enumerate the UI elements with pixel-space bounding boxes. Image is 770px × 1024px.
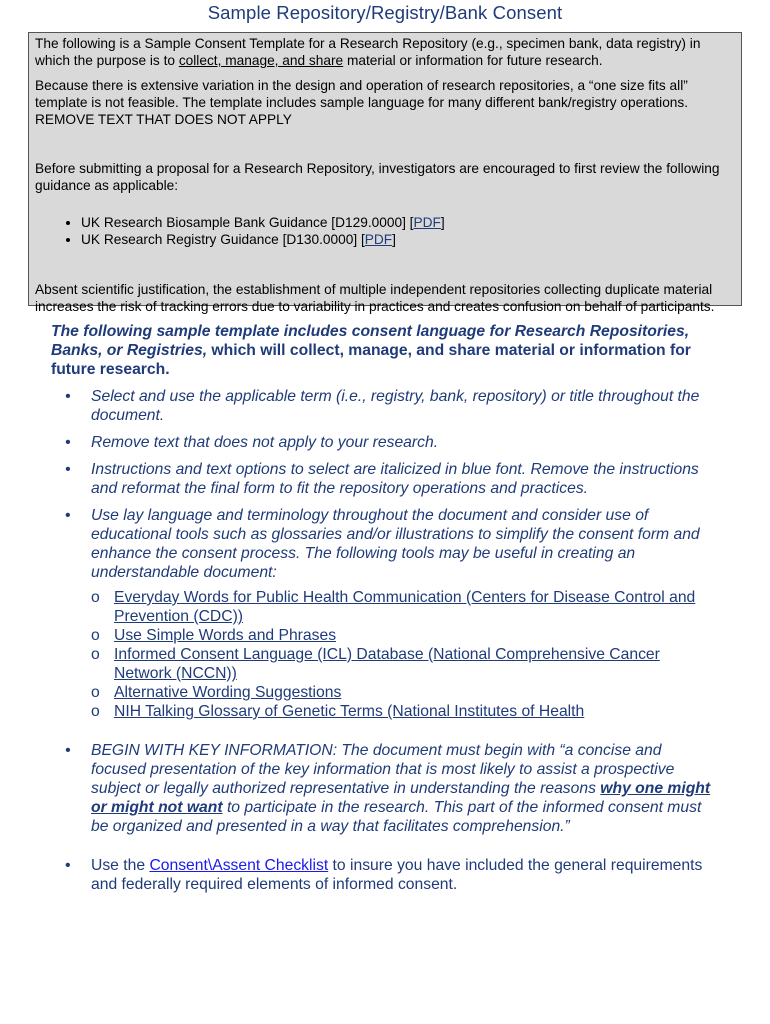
tool-item: [91, 626, 711, 645]
box-paragraph-3: Before submitting a proposal for a Research Repository, investigators are encouraged to first review the following guidance as applicable:: [35, 161, 720, 193]
bullet-icon: •: [65, 388, 71, 405]
bullet-icon: •: [65, 434, 71, 451]
bullet-icon: •: [65, 742, 71, 759]
tool-link-nccn[interactable]: Informed Consent Language (ICL) Database (National Comprehensive Cancer Network (NCCN)): [114, 646, 660, 682]
bullet-icon: •: [65, 461, 71, 478]
instruction-item: • Use lay language and terminology throughout the document and consider use of educational tools such as glossaries and/or illustrations to simplify the consent form and enhance the consent process. The following tools may be useful in creating an understandable document: o Everyday Words for Public Health Communication (Centers for Disease Control and Prevention (CDC)) o Use Simple Words and Phrases o Informed Consent Language (ICL) Database (National Comprehensive Cancer Network (NCCN)) o Alternative Wording Suggestions o NIH Talking Glossary of Genetic Terms (National Institutes of Health: [51, 506, 711, 721]
tool-item: [91, 702, 711, 721]
tool-item: [91, 645, 711, 683]
instruction-item-key-info: • BEGIN WITH KEY INFORMATION: The document must begin with “a concise and focused presentation of the key information that is most likely to assist a prospective subject or legally authorized representative in understanding the reasons why one might or might not want to participate in the research. This part of the informed consent must be organized and presented in a way that facilitates comprehension.”: [65, 742, 711, 835]
tools-list: [91, 588, 711, 721]
instruction-item: • Instructions and text options to select are italicized in blue font. Remove the instructions and reformat the final form to fit the repository operations and practices.: [65, 461, 699, 497]
tool-item: [91, 588, 711, 626]
tool-link-alternative-wording[interactable]: Alternative Wording Suggestions: [114, 684, 342, 701]
collect-manage-share-text: collect, manage, and share: [178, 53, 344, 68]
bullet-icon: •: [65, 857, 71, 874]
tool-item: [91, 683, 711, 702]
intro-heading: The following sample template includes consent language for Research Repositories, Banks, or Registries, which will collect, manage, and share material or information for future research.: [51, 323, 691, 378]
circle-bullet-icon: o: [91, 646, 100, 663]
guidance-list: [35, 214, 735, 248]
box-paragraph-1: The following is a Sample Consent Template for a Research Repository (e.g., specimen bank, data registry) in which the purpose is to collect, manage, and share material or information for future research.: [35, 36, 701, 68]
instruction-item: • Select and use the applicable term (i.e., registry, bank, repository) or title throughout the document.: [65, 388, 700, 424]
pdf-link[interactable]: PDF: [413, 215, 441, 230]
circle-bullet-icon: o: [91, 589, 100, 606]
consent-assent-checklist-link[interactable]: Consent\Assent Checklist: [149, 857, 329, 874]
circle-bullet-icon: o: [91, 627, 100, 644]
circle-bullet-icon: o: [91, 684, 100, 701]
pdf-link[interactable]: PDF: [364, 232, 393, 247]
guidance-item: • UK Research Biosample Bank Guidance [D129.0000] [PDF]: [81, 214, 735, 231]
box-paragraph-4: Absent scientific justification, the establishment of multiple independent repositories collecting duplicate material increases the risk of tracking errors due to variability in practices and creates confusion on behalf of participants.: [35, 282, 715, 314]
why-one-might-text: why one might or might not want: [91, 780, 711, 816]
instruction-list: [51, 387, 711, 894]
tool-link-simple-words[interactable]: Use Simple Words and Phrases: [114, 627, 337, 644]
template-instructions: [51, 322, 711, 894]
remove-text-notice: REMOVE TEXT THAT DOES NOT APPLY: [35, 112, 292, 127]
bullet-icon: •: [65, 507, 71, 524]
instruction-item-checklist: • Use the Consent\Assent Checklist to insure you have included the general requirements and federally required elements of informed consent.: [65, 857, 703, 893]
instructions-box: [28, 32, 742, 314]
instruction-item: • Remove text that does not apply to your research.: [65, 434, 439, 451]
box-paragraph-2: Because there is extensive variation in the design and operation of research repositories, a “one size fits all” template is not feasible. The template includes sample language for many different bank/registry operations. REMOVE TEXT THAT DOES NOT APPLY: [35, 78, 689, 127]
tool-link-cdc[interactable]: Everyday Words for Public Health Communication (Centers for Disease Control and Prevention (CDC)): [114, 589, 696, 625]
circle-bullet-icon: o: [91, 703, 100, 720]
tool-link-nih-glossary[interactable]: NIH Talking Glossary of Genetic Terms (National Institutes of Health: [114, 703, 585, 720]
page-title: Sample Repository/Registry/Bank Consent: [207, 2, 563, 23]
guidance-item: • UK Research Registry Guidance [D130.0000] [PDF]: [81, 231, 735, 248]
